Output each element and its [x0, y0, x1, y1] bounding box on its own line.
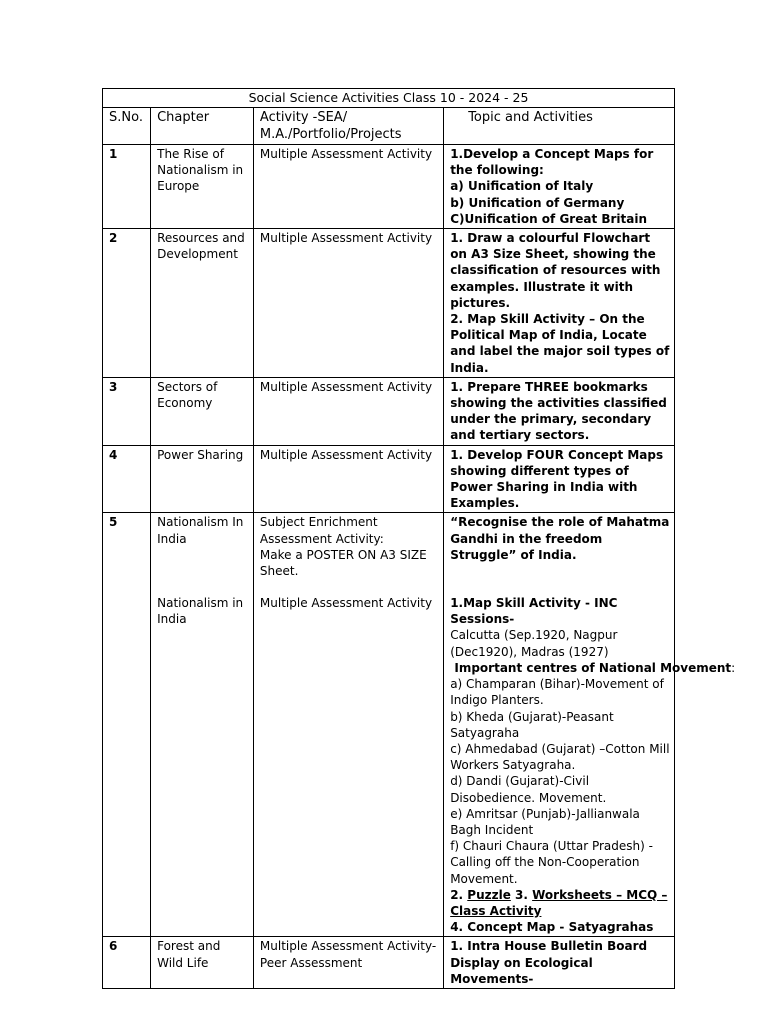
- title-row: [103, 89, 675, 108]
- centres-title: Important centres of National Movement: [450, 660, 732, 675]
- chapter-name: Nationalism In India: [157, 515, 244, 546]
- row-topic: [444, 145, 675, 229]
- topic-line: C)Unification of Great Britain: [450, 211, 648, 226]
- row-activity: Multiple Assessment Activity-Peer Assessment: [253, 937, 443, 989]
- header-activity-line1: Activity -SEA/: [259, 110, 348, 125]
- table-row: [103, 445, 675, 513]
- centre-item: c) Ahmedabad (Gujarat) –Cotton Mill Workers Satyagraha.: [450, 741, 670, 773]
- worksheets-link: Worksheets – MCQ – Class Activity: [450, 887, 668, 918]
- table-title: Social Science Activities Class 10 - 2024 - 25: [103, 89, 675, 108]
- row-sno: 5: [103, 513, 151, 937]
- row-activity: Multiple Assessment Activity: [253, 377, 443, 445]
- row-sno: 2: [103, 229, 151, 378]
- topic-line: 1. Develop FOUR Concept Maps showing different types of Power Sharing in India with Examples.: [450, 447, 664, 511]
- row-chapter: Sectors of Economy: [151, 377, 254, 445]
- row-chapter: Forest and Wild Life: [151, 937, 254, 989]
- row-topic: [444, 445, 675, 513]
- centre-item: d) Dandi (Gujarat)-Civil Disobedience. Movement.: [450, 774, 607, 805]
- header-activity-line2: M.A./Portfolio/Projects: [259, 127, 402, 142]
- row-chapter: Resources and Development: [151, 229, 254, 378]
- centre-item: b) Kheda (Gujarat)-Peasant Satyagraha: [450, 709, 614, 740]
- row-topic: [444, 377, 675, 445]
- header-chapter: Chapter: [151, 108, 254, 145]
- row-activity: Multiple Assessment Activity: [253, 229, 443, 378]
- table-row: [103, 229, 675, 378]
- activity-name-sub: Multiple Assessment Activity: [259, 596, 433, 611]
- item-2-3: [450, 887, 670, 919]
- table-row: [103, 937, 675, 989]
- row-sno: 4: [103, 445, 151, 513]
- row-sno: 6: [103, 937, 151, 989]
- activity-name: Subject Enrichment Assessment Activity:: [259, 515, 384, 546]
- row-topic: [444, 229, 675, 378]
- map-skill-title: 1.Map Skill Activity - INC Sessions-: [450, 596, 618, 627]
- row-activity: Multiple Assessment Activity: [253, 445, 443, 513]
- topic-line: “Recognise the role of Mahatma Gandhi in the freedom Struggle” of India.: [450, 515, 670, 562]
- centres-colon: :: [731, 660, 736, 675]
- table-row: [103, 513, 675, 937]
- topic-line: 2. Map Skill Activity – On the Political Map of India, Locate and label the major soil types of India.: [450, 312, 670, 375]
- topic-line: 1. Prepare THREE bookmarks showing the activities classified under the primary, secondary and tertiary sectors.: [450, 379, 667, 443]
- row-chapter: Power Sharing: [151, 445, 254, 513]
- row-chapter: The Rise of Nationalism in Europe: [151, 145, 254, 229]
- puzzle-link: Puzzle: [467, 887, 511, 902]
- centre-item: e) Amritsar (Punjab)-Jallianwala Bagh Incident: [450, 806, 640, 837]
- header-activity: [253, 108, 443, 145]
- row-sno: 3: [103, 377, 151, 445]
- item2-prefix: 2.: [450, 887, 468, 902]
- table-row: [103, 377, 675, 445]
- table-row: [103, 145, 675, 229]
- row-topic: [444, 513, 736, 937]
- topic-line: 1.Develop a Concept Maps for the following:: [450, 147, 654, 178]
- row-sno: 1: [103, 145, 151, 229]
- topic-line: 1. Intra House Bulletin Board Display on Ecological Movements-: [450, 939, 648, 986]
- row-activity: Multiple Assessment Activity: [253, 145, 443, 229]
- header-row: [103, 108, 675, 145]
- row-topic: [444, 937, 675, 989]
- activities-table: [102, 88, 736, 989]
- centre-item: a) Champaran (Bihar)-Movement of Indigo Planters.: [450, 677, 664, 708]
- inc-sessions: Calcutta (Sep.1920, Nagpur (Dec1920), Madras (1927): [450, 628, 618, 659]
- centre-item: f) Chauri Chaura (Uttar Pradesh) -Calling off the Non-Cooperation Movement.: [450, 839, 653, 886]
- row-chapter: [151, 513, 254, 937]
- activity-extra: Make a POSTER ON A3 SIZE Sheet.: [259, 547, 427, 579]
- chapter-name-sub: Nationalism in India: [157, 595, 244, 627]
- topic-line: a) Unification of Italy: [450, 179, 594, 194]
- item-4: 4. Concept Map - Satyagrahas: [450, 920, 654, 935]
- header-sno: S.No.: [103, 108, 151, 145]
- topic-line: b) Unification of Germany: [450, 195, 625, 210]
- document-page: [102, 88, 736, 989]
- topic-line: 1. Draw a colourful Flowchart on A3 Size Sheet, showing the classification of resources with examples. Illustrate it with pictures.: [450, 231, 661, 310]
- header-topic: Topic and Activities: [444, 108, 675, 145]
- row-activity: [253, 513, 443, 937]
- item3-prefix: 3.: [510, 887, 533, 902]
